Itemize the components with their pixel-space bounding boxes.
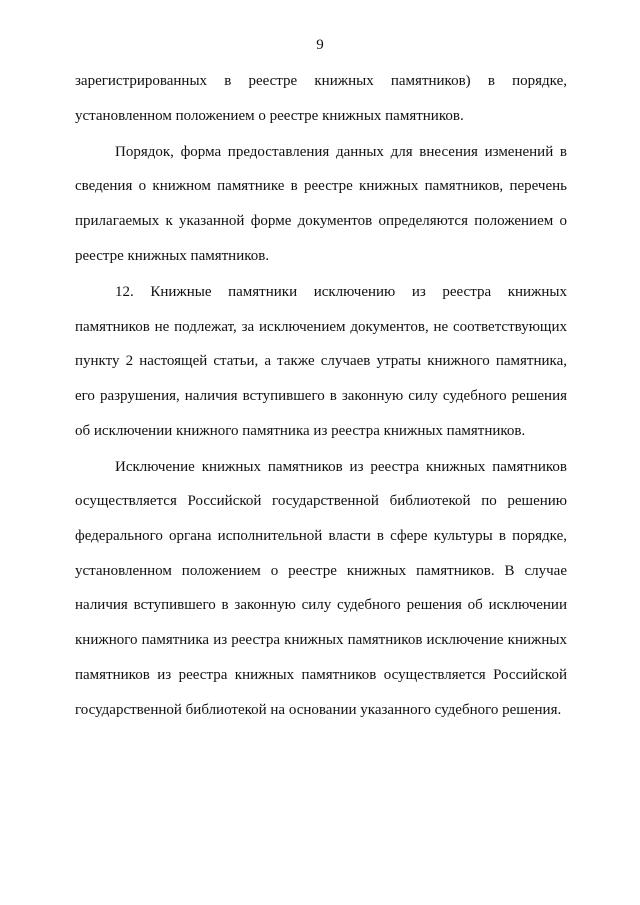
paragraph-item-12: 12. Книжные памятники исключению из реестра книжных памятников не подлежат, за исключением документов, не соответствующих пункту 2 настоящей статьи, а также случаев утраты книжного памятника, его разрушения, наличия вступившего в законную силу судебного решения об исключении книжного памятника из реестра книжных памятников. [75, 283, 567, 439]
page-number: 9 [316, 37, 324, 53]
paragraph-continuation: зарегистрированных в реестре книжных памятников) в порядке, установленном положением о реестре книжных памятников. [75, 73, 567, 124]
paragraph-exclusion-procedure: Исключение книжных памятников из реестра книжных памятников осуществляется Российской государственной библиотекой по решению федерального органа исполнительной власти в сфере культуры в порядке, установленном положением о реестре книжных памятников. В случае наличия вступившего в законную силу судебного решения об исключении книжного памятника из реестра книжных памятников исключение книжных памятников из реестра книжных памятников осуществляется Российской государственной библиотекой на основании указанного судебного решения. [75, 458, 567, 718]
paragraph-procedure-form: Порядок, форма предоставления данных для внесения изменений в сведения о книжном памятнике в реестре книжных памятников, перечень прилагаемых к указанной форме документов определяются положением о реестре книжных памятников. [75, 143, 567, 264]
document-body [75, 64, 567, 727]
